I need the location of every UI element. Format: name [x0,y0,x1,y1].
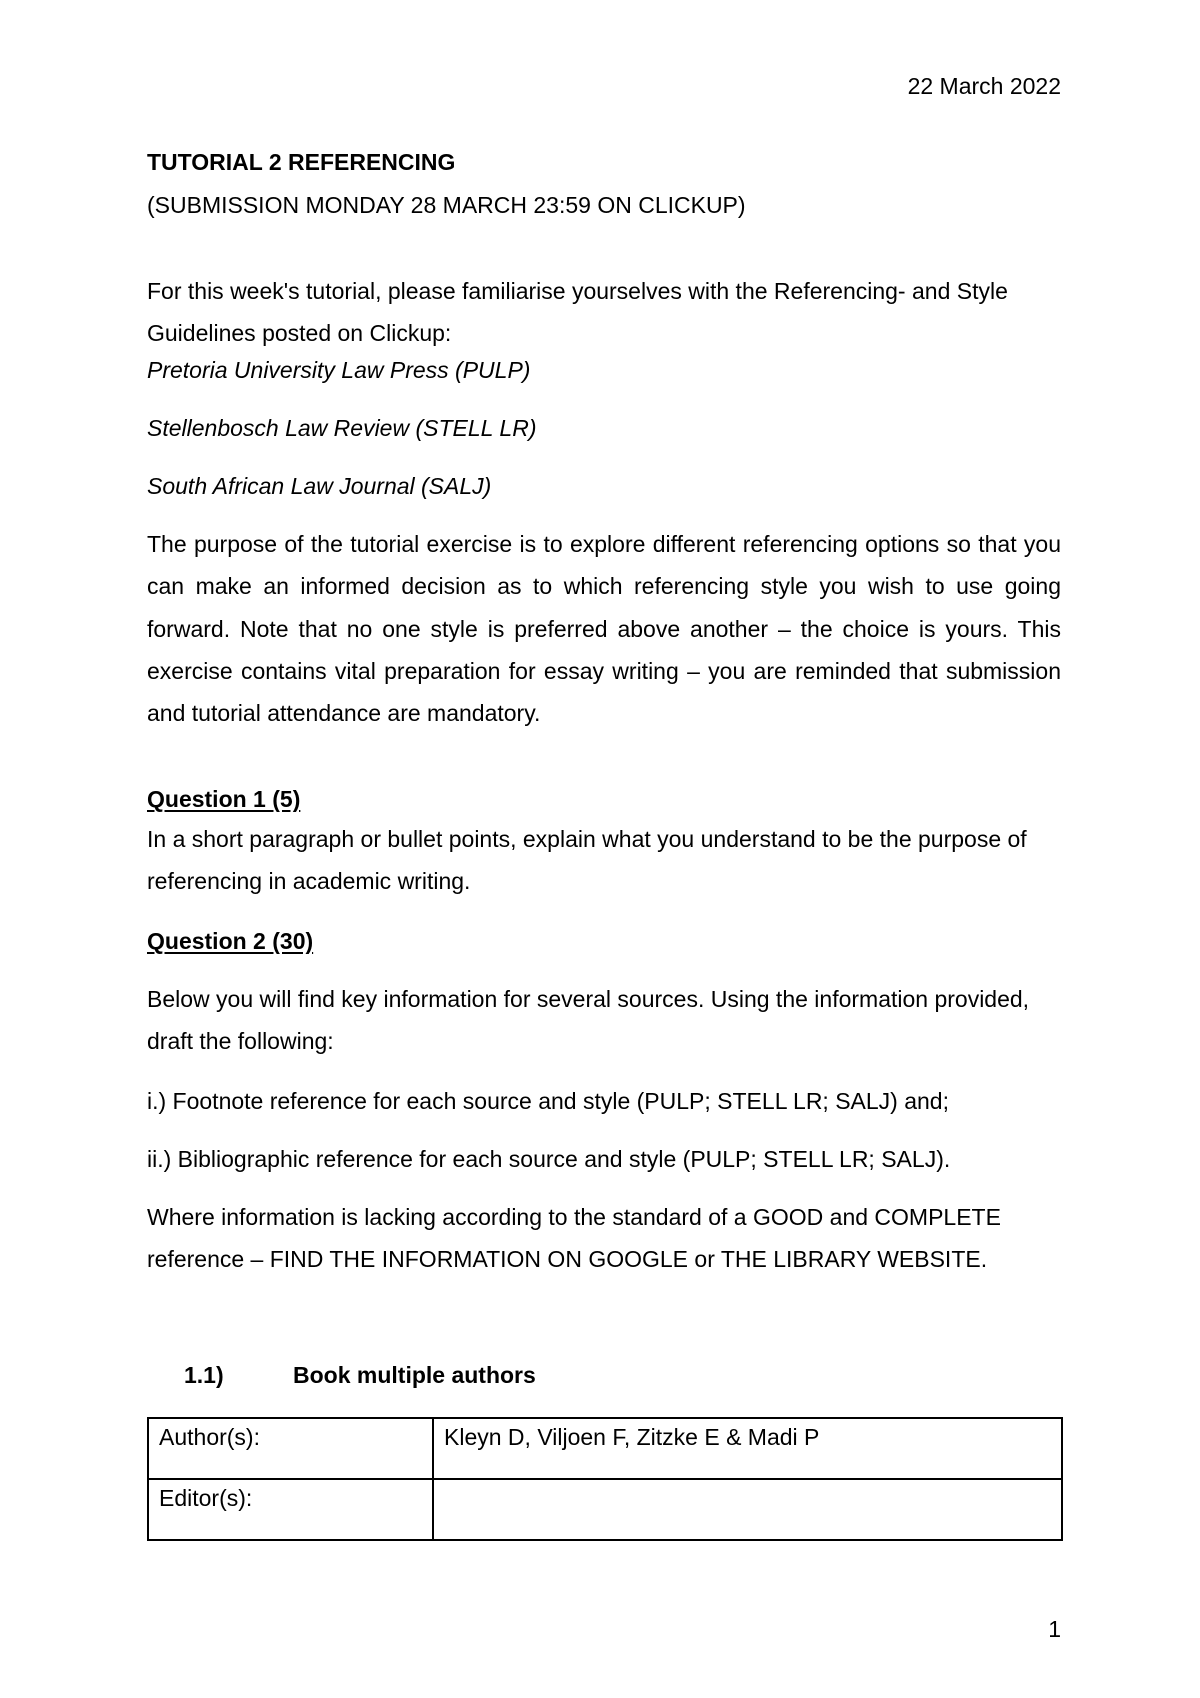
row-value: Kleyn D, Viljoen F, Zitzke E & Madi P [433,1418,1062,1479]
page-number: 1 [1048,1616,1061,1642]
question-2-heading: Question 2 (30) [147,928,314,954]
row-label: Editor(s): [148,1479,433,1540]
intro-paragraph: For this week's tutorial, please familiarise yourselves with the Referencing- and Style Guidelines posted on Clickup: [147,278,1008,347]
document-date: 22 March 2022 [907,73,1061,99]
row-value [433,1479,1062,1540]
section-title: Book multiple authors [293,1362,536,1388]
guideline-pulp: Pretoria University Law Press (PULP) [147,357,531,383]
question-1-heading: Question 1 (5) [147,786,301,812]
question-2-text: Below you will find key information for several sources. Using the information provided, draft the following: [147,986,1030,1055]
submission-deadline: (SUBMISSION MONDAY 28 MARCH 23:59 ON CLICKUP) [147,192,746,218]
instruction-footnote: i.) Footnote reference for each source and style (PULP; STELL LR; SALJ) and; [147,1088,949,1114]
question-1-text: In a short paragraph or bullet points, explain what you understand to be the purpose of referencing in academic writing. [147,826,1027,895]
instruction-bibliographic: ii.) Bibliographic reference for each source and style (PULP; STELL LR; SALJ). [147,1146,951,1172]
table-row [148,1479,1062,1540]
section-number: 1.1) [184,1362,224,1388]
row-label: Author(s): [148,1418,433,1479]
source-info-table [147,1417,1063,1541]
table-row [148,1418,1062,1479]
purpose-paragraph: The purpose of the tutorial exercise is to explore different referencing options so that you can make an informed decision as to which referencing style you wish to use going forward. Note that no one style is preferred above another – the choice is yours. This exercise contains vital preparation for essay writing – you are reminded that submission and tutorial attendance are mandatory. [147,531,1061,727]
guideline-salj: South African Law Journal (SALJ) [147,473,492,499]
missing-info-instruction: Where information is lacking according to the standard of a GOOD and COMPLETE reference – FIND THE INFORMATION ON GOOGLE or THE LIBRARY WEBSITE. [147,1204,1001,1273]
document-title: TUTORIAL 2 REFERENCING [147,149,456,175]
guideline-stell-lr: Stellenbosch Law Review (STELL LR) [147,415,537,441]
